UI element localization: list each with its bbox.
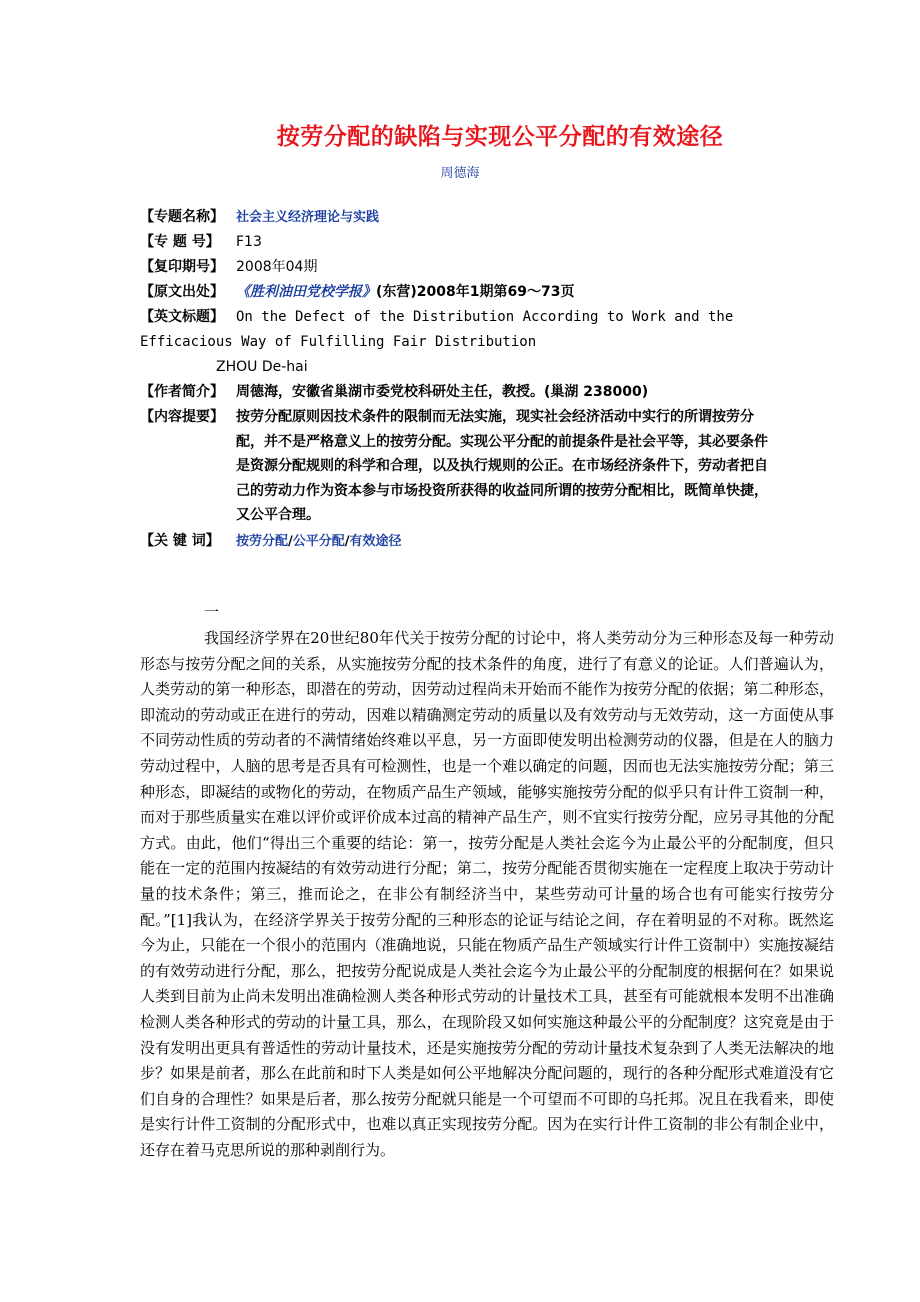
article-title: 按劳分配的缺陷与实现公平分配的有效途径 xyxy=(276,124,724,150)
en-title-line2: Efficacious Way of Fulfilling Fair Distribution xyxy=(140,334,537,350)
metadata-block xyxy=(140,205,860,554)
source-detail: (东营)2008年1期第69～73页 xyxy=(376,284,575,300)
meta-row-en-title xyxy=(140,305,860,330)
topic-no-label: 【专 题 号】 xyxy=(140,234,220,250)
source-value xyxy=(236,280,574,305)
keyword-link-2[interactable]: 公平分配 xyxy=(292,533,345,549)
issue-label: 【复印期号】 xyxy=(140,259,224,275)
meta-row-topic-no xyxy=(140,230,860,255)
bio-label: 【作者简介】 xyxy=(140,384,224,400)
topic-link[interactable]: 社会主义经济理论与实践 xyxy=(236,210,380,225)
keyword-separator: / xyxy=(344,533,350,549)
en-title-line1: On the Defect of the Distribution According to Work and the xyxy=(236,309,734,325)
meta-row-bio xyxy=(140,380,860,405)
source-journal-link[interactable]: 《胜利油田党校学报》 xyxy=(236,284,376,300)
source-label: 【原文出处】 xyxy=(140,284,224,300)
keywords-label: 【关 键 词】 xyxy=(140,532,220,549)
meta-row-topic xyxy=(140,205,860,230)
body-paragraph: 我国经济学界在20世纪80年代关于按劳分配的讨论中，将人类劳动分为三种形态及每一种劳动形态与按劳分配之间的关系，从实施按劳分配的技术条件的角度，进行了有意义的论证。人们普遍认为，人类劳动的第一种形态，即潜在的劳动，因劳动过程尚未开始而不能作为按劳分配的依据；第二种形态，即流动的劳动或正在进行的劳动，因难以精确测定劳动的质量以及有效劳动与无效劳动，这一方面使从事不同劳动性质的劳动者的不满情绪始终难以平息，另一方面即使发明出检测劳动的仪器，但是在人的脑力劳动过程中，人脑的思考是否具有可检测性，也是一个难以确定的问题，因而也无法实施按劳分配；第三种形态，即凝结的或物化的劳动，在物质产品生产领域，能够实施按劳分配的似乎只有计件工资制一种，而对于那些质量实在难以评价或评价成本过高的精神产品生产，则不宜实行按劳分配，应另寻其他的分配方式。由此，他们“得出三个重要的结论：第一，按劳分配是人类社会迄今为止最公平的分配制度，但只能在一定的范围内按凝结的有效劳动进行分配；第二，按劳分配能否贯彻实施在一定程度上取决于劳动计量的技术条件；第三，推而论之，在非公有制经济当中，某些劳动可计量的场合也有可能实行按劳分配。”[1]我认为，在经济学界关于按劳分配的三种形态的论证与结论之间，存在着明显的不对称。既然迄今为止，只能在一个很小的范围内（准确地说，只能在物质产品生产领域实行计件工资制中）实施按凝结的有效劳动进行分配，那么，把按劳分配说成是人类社会迄今为止最公平的分配制度的根据何在？如果说人类到目前为止尚未发明出准确检测人类各种形式劳动的计量技术工具，甚至有可能就根本发明不出准确检测人类各种形式的劳动的计量工具，那么，在现阶段又如何实施这种最公平的分配制度？这究竟是由于没有发明出更具有普适性的劳动计量技术，还是实施按劳分配的劳动计量技术复杂到了人类无法解决的地步？如果是前者，那么在此前和时下人类是如何公平地解决分配问题的，现行的各种分配形式难道没有它们自身的合理性？如果是后者，那么按劳分配就只能是一个可望而不可即的乌托邦。况且在我看来，即使是实行计件工资制的分配形式中，也难以真正实现按劳分配。因为在实行计件工资制的非公有制企业中，还存在着马克思所说的那种剥削行为。 xyxy=(140,629,834,1159)
meta-row-source xyxy=(140,280,860,305)
article-author[interactable]: 周德海 xyxy=(440,166,480,181)
article-body xyxy=(140,598,834,1163)
issue-value: 2008年04期 xyxy=(236,259,318,275)
topic-no-value: F13 xyxy=(236,234,262,250)
abstract-value: 按劳分配原则因技术条件的限制而无法实施，现实社会经济活动中实行的所谓按劳分配，并不是严格意义上的按劳分配。实现公平分配的前提条件是社会平等，其必要条件是资源分配规则的科学和合理，以及执行规则的公正。在市场经济条件下，劳动者把自己的劳动力作为资本参与市场投资所获得的收益同所谓的按劳分配相比，既简单快捷，又公平合理。 xyxy=(236,409,768,523)
bio-value: 周德海，安徽省巢湖市委党校科研处主任，教授。(巢湖 238000) xyxy=(236,384,649,400)
keyword-link-1[interactable]: 按劳分配 xyxy=(236,533,289,549)
en-author: ZHOU De-hai xyxy=(216,359,308,375)
abstract-label: 【内容提要】 xyxy=(140,409,224,425)
keyword-separator: / xyxy=(288,533,293,549)
keywords-list xyxy=(236,529,402,554)
meta-row-keywords xyxy=(140,529,860,554)
section-number: 一 xyxy=(204,603,220,621)
keyword-link-3[interactable]: 有效途径 xyxy=(349,533,402,549)
meta-row-abstract xyxy=(140,405,860,528)
en-title-label: 【英文标题】 xyxy=(140,309,224,325)
meta-row-issue xyxy=(140,255,860,280)
topic-label: 【专题名称】 xyxy=(140,209,224,225)
